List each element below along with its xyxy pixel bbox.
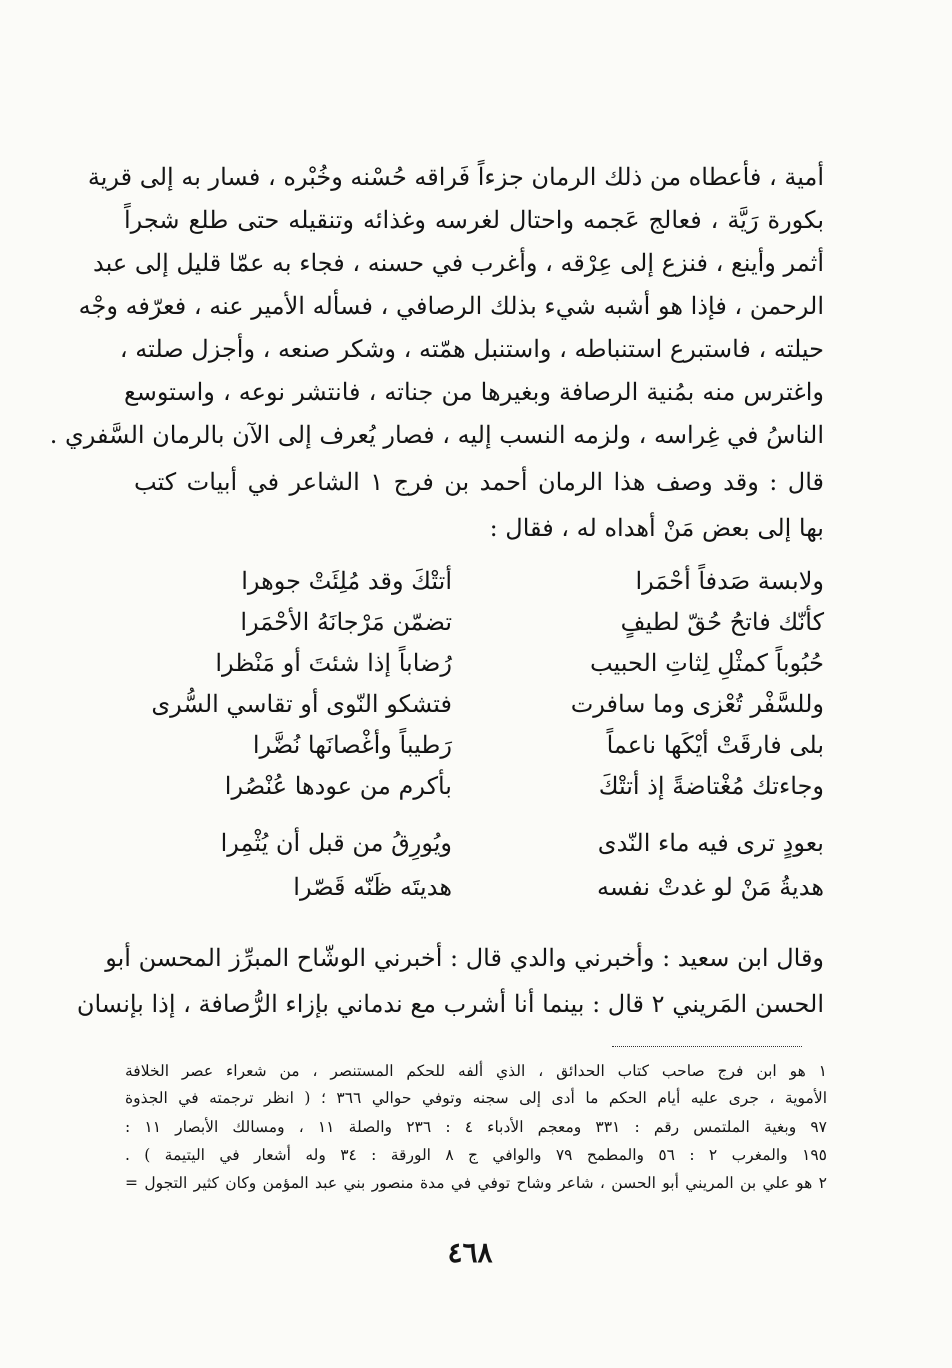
body-line: وقال ابن سعيد : وأخبرني والدي قال : أخبرني الوشّاح المبرِّز المحسن أبو — [105, 944, 824, 972]
body-line: واغترس منه بمُنية الرصافة وبغيرها من جناته ، فانتشر نوعه ، واستوسع — [124, 378, 824, 406]
verse-second-hemistich: فتشكو النّوى أو تقاسي السُّرى — [151, 690, 452, 718]
body-line: بها إلى بعض مَنْ أهداه له ، فقال : — [489, 514, 824, 542]
footnote-line: الأموية ، جرى عليه أيام الحكم ما أدى إلى سجنه وتوفي حوالي ٣٦٦ ؛ ( انظر ترجمته في الجذوة — [125, 1089, 827, 1107]
verse-second-hemistich: أتتْكَ وقد مُلِئَتْ جوهرا — [241, 567, 452, 595]
verse-second-hemistich: رُضاباً إذا شئتَ أو مَنْظرا — [215, 649, 452, 677]
footnote-line: ١ هو ابن فرج صاحب كتاب الحدائق ، الذي ألفه للحكم المستنصر ، من شعراء عصر الخلافة — [125, 1062, 827, 1080]
verse-first-hemistich: بلى فارقَتْ أيْكَها ناعماً — [606, 731, 824, 759]
body-line: الرحمن ، فإذا هو أشبه شيء بذلك الرصافي ، فسأله الأمير عنه ، فعرّفه وجْه — [78, 292, 824, 320]
verse-first-hemistich: كأنّك فاتحُ حُقّ لطيفٍ — [620, 608, 824, 636]
footnote-line: ٩٧ وبغية الملتمس رقم : ٣٣١ ومعجم الأدباء ٤ : ٢٣٦ والصلة ١١ ، ومسالك الأبصار ١١ : — [125, 1118, 827, 1136]
verse-second-hemistich: ويُورِقُ من قبل أن يُثْمِرا — [220, 829, 452, 857]
verse-first-hemistich: وجاءتك مُغْتاضةً إذ أتتْكَ — [598, 772, 824, 800]
body-line: قال : وقد وصف هذا الرمان أحمد بن فرج ١ الشاعر في أبيات كتب — [134, 468, 824, 496]
verse-first-hemistich: وللسَّفْر تُعْزى وما سافرت — [570, 690, 824, 718]
body-line: أثمر وأينع ، فنزع إلى عِرْقه ، وأغرب في حسنه ، فجاء به عمّا قليل إلى عبد — [93, 249, 824, 277]
body-line: الحسن المَريني ٢ قال : بينما أنا أشرب مع ندماني بإزاء الرُّصافة ، إذا بإنسان — [76, 990, 824, 1018]
verse-first-hemistich: ولابسة صَدفاً أحْمَرا — [635, 567, 824, 595]
footnote-line: ١٩٥ والمغرب ٢ : ٥٦ والمطمح ٧٩ والوافي ج ٨ الورقة : ٣٤ وله أشعار في اليتيمة ) . — [125, 1146, 827, 1164]
verse-second-hemistich: تضمّن مَرْجانَهُ الأحْمَرا — [240, 608, 452, 636]
footnote-separator — [612, 1046, 802, 1047]
verse-second-hemistich: هديتَه ظَنّه قَصّرا — [293, 873, 452, 901]
footnote-line: ٢ هو علي بن المريني أبو الحسن ، شاعر وشاح توفي في مدة منصور بني عبد المؤمن وكان كثير التجول = — [125, 1174, 827, 1192]
verse-first-hemistich: هديةُ مَنْ لو غدتْ نفسه — [597, 873, 824, 901]
page-number: ٤٦٨ — [447, 1236, 493, 1269]
body-line: أمية ، فأعطاه من ذلك الرمان جزءاً فَراقه حُسْنه وخُبْره ، فسار به إلى قرية — [87, 163, 824, 191]
verse-second-hemistich: بأكرم من عودها عُنْصُرا — [224, 772, 452, 800]
body-line: بكورة رَيَّة ، فعالج عَجمه واحتال لغرسه وغذائه وتنقيله حتى طلع شجراً — [124, 206, 824, 234]
verse-first-hemistich: حُبُوباً كمثْلِ لِثاتِ الحبيب — [589, 649, 824, 677]
verse-second-hemistich: رَطيباً وأغْصانَها نُضَّرا — [252, 731, 452, 759]
body-line: حيلته ، فاستبرع استنباطه ، واستنبل همّته ، وشكر صنعه ، وأجزل صلته ، — [119, 335, 824, 363]
body-line: الناسُ في غِراسه ، ولزمه النسب إليه ، فصار يُعرف إلى الآن بالرمان السَّفري . — [49, 421, 824, 449]
verse-first-hemistich: بعودٍ ترى فيه ماء النّدى — [597, 829, 824, 857]
